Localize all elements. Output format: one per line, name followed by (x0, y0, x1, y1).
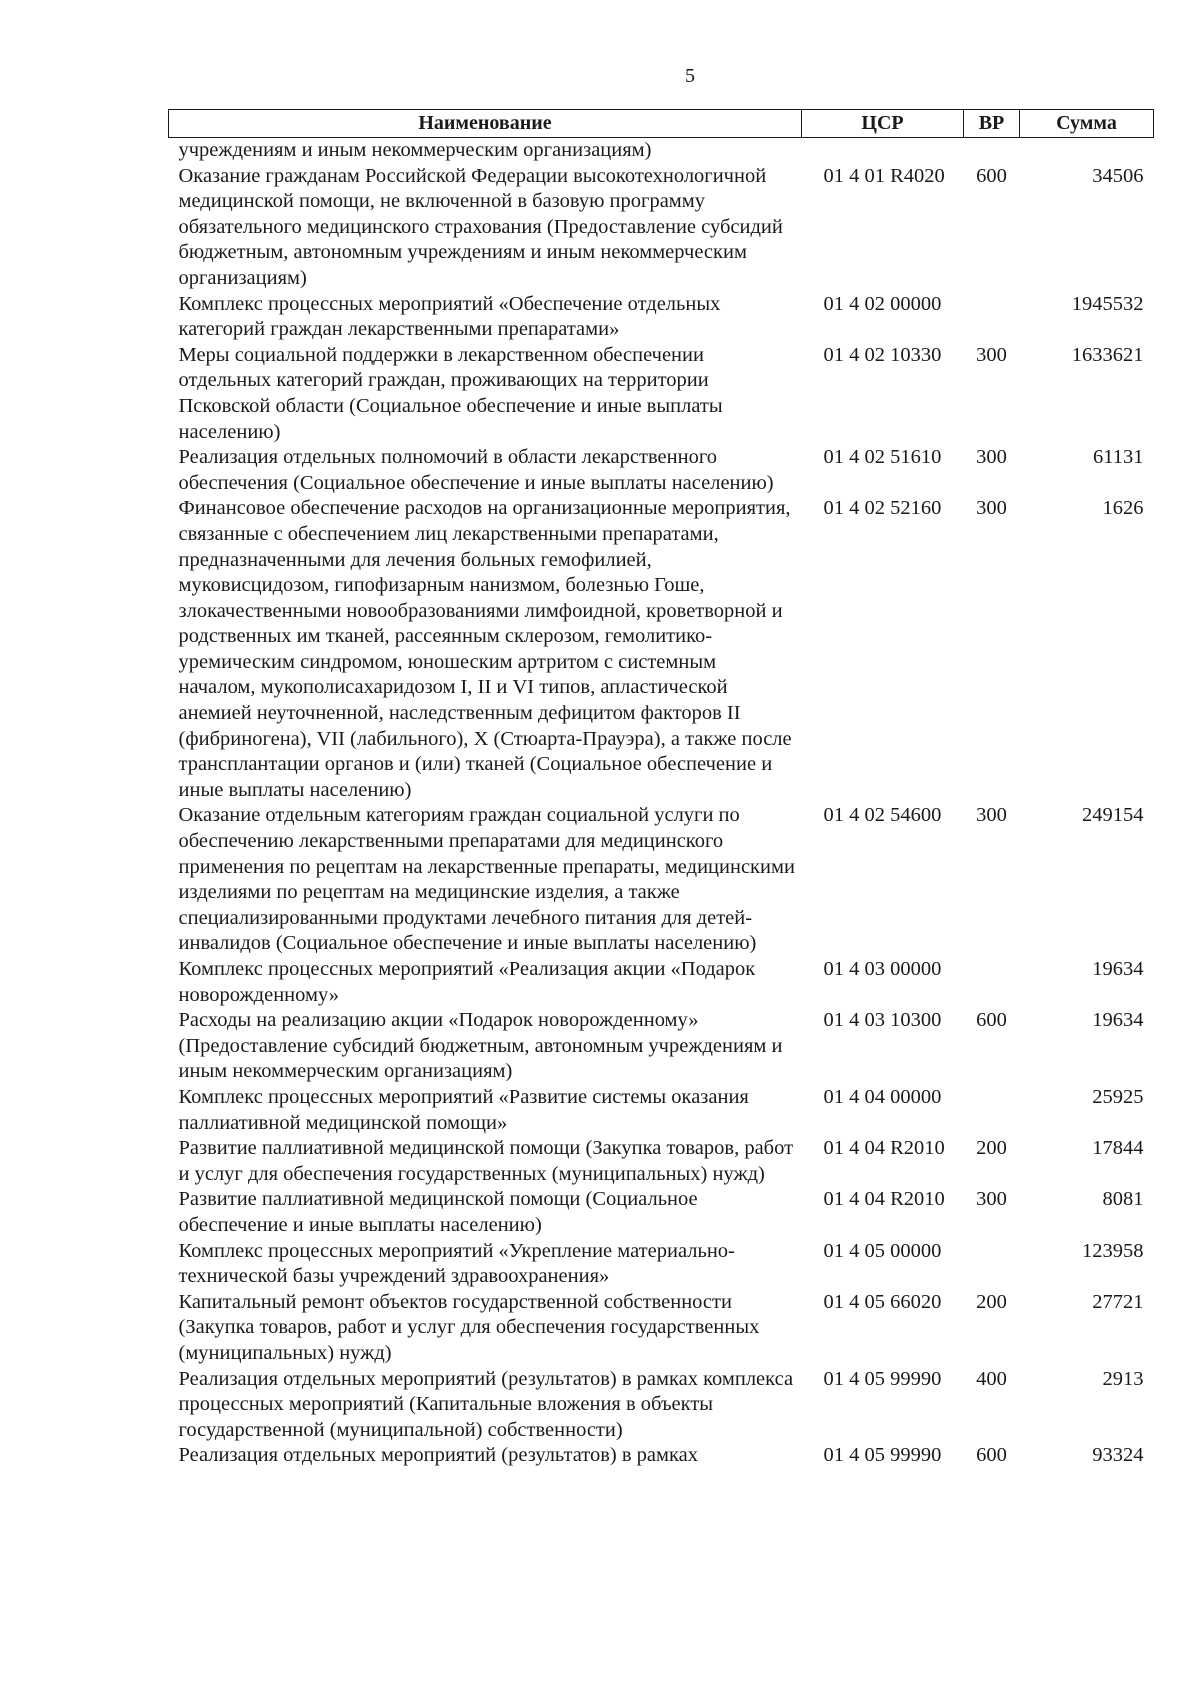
table-row (169, 1187, 1154, 1238)
row-csr: 01 4 05 66020 (823, 1290, 942, 1313)
row-sum: 8081 (1102, 1188, 1144, 1211)
row-sum: 27721 (1092, 1290, 1144, 1313)
row-name: учреждениям и иным некоммерческим организациям) (178, 139, 652, 161)
row-csr: 01 4 03 00000 (823, 958, 942, 980)
row-vr: 300 (976, 804, 1007, 827)
table-row (169, 292, 1154, 343)
row-csr (802, 138, 964, 164)
row-sum: 17844 (1092, 1137, 1144, 1160)
table-row (169, 803, 1154, 957)
row-sum (1020, 138, 1154, 164)
table-header (169, 110, 1154, 138)
row-name: Комплекс процессных мероприятий «Обеспечение отдельных категорий граждан лекарственными препаратами» (178, 292, 721, 341)
column-header-name: Наименование (169, 110, 802, 138)
table-row (169, 1008, 1154, 1085)
row-vr: 300 (976, 497, 1007, 520)
column-header-csr: ЦСР (802, 110, 964, 138)
row-csr: 01 4 02 51610 (823, 446, 942, 469)
row-sum: 93324 (1092, 1444, 1144, 1467)
row-name: Комплекс процессных мероприятий «Развитие системы оказания паллиативной медицинской помощи» (178, 1085, 749, 1134)
row-csr: 01 4 02 52160 (823, 497, 942, 520)
table-row (169, 1290, 1154, 1367)
row-name: Развитие паллиативной медицинской помощи (Социальное обеспечение и иные выплаты населению) (178, 1188, 698, 1236)
table-row (169, 343, 1154, 445)
table-row (169, 1085, 1154, 1136)
row-vr: 300 (976, 446, 1007, 469)
column-header-sum: Сумма (1020, 110, 1154, 138)
row-vr: 300 (976, 1188, 1007, 1211)
table-row (169, 138, 1154, 164)
row-name: Развитие паллиативной медицинской помощи (Закупка товаров, работ и услуг для обеспечения государственных (муниципальных) нужд) (178, 1137, 794, 1185)
row-vr: 300 (976, 343, 1007, 366)
row-vr: 200 (976, 1137, 1007, 1160)
row-vr: 600 (976, 164, 1007, 187)
row-name: Реализация отдельных полномочий в области лекарственного обеспечения (Социальное обеспечение и иные выплаты населению) (178, 446, 774, 494)
row-sum: 19634 (1092, 958, 1144, 980)
table-row (169, 164, 1154, 292)
row-sum: 19634 (1092, 1009, 1144, 1032)
row-csr: 01 4 04 R2010 (823, 1188, 945, 1211)
row-name: Реализация отдельных мероприятий (результатов) в рамках (178, 1444, 698, 1467)
column-header-vr: ВР (964, 110, 1020, 138)
table-row (169, 496, 1154, 803)
row-name: Комплекс процессных мероприятий «Укрепление материально-технической базы учреждений здравоохранения» (178, 1239, 735, 1288)
row-csr: 01 4 04 00000 (823, 1085, 942, 1108)
row-name: Расходы на реализацию акции «Подарок новорожденному» (Предоставление субсидий бюджетным, автономным учреждениям и иным некоммерческим организациям) (178, 1009, 783, 1083)
row-name: Меры социальной поддержки в лекарственном обеспечении отдельных категорий граждан, проживающих на территории Псковской области (Социальное обеспечение и иные выплаты населению) (178, 343, 723, 443)
row-sum: 249154 (1082, 804, 1144, 827)
table-row (169, 445, 1154, 496)
budget-table (168, 109, 1154, 1469)
row-sum: 25925 (1092, 1085, 1144, 1108)
row-name: Реализация отдельных мероприятий (результатов) в рамках комплекса процессных мероприятий (Капитальные вложения в объекты государственной (муниципальной) собственности) (178, 1367, 794, 1441)
row-vr (964, 957, 1020, 1008)
row-sum: 1945532 (1071, 292, 1144, 315)
row-csr: 01 4 04 R2010 (823, 1137, 945, 1160)
row-csr: 01 4 02 54600 (823, 804, 942, 827)
row-name: Оказание гражданам Российской Федерации высокотехнологичной медицинской помощи, не включенной в базовую программу обязательного медицинского страхования (Предоставление субсидий бюджетным, автономным учреждениям и иным некоммерческим организациям) (178, 164, 783, 289)
row-csr: 01 4 05 99990 (823, 1367, 942, 1390)
row-sum: 61131 (1093, 446, 1144, 469)
row-vr (964, 1085, 1020, 1136)
row-name: Комплекс процессных мероприятий «Реализация акции «Подарок новорожденному» (178, 958, 756, 1006)
table-row (169, 1136, 1154, 1187)
row-csr: 01 4 01 R4020 (823, 164, 945, 187)
table-body (169, 138, 1154, 1469)
header-row (169, 110, 1154, 138)
row-sum: 123958 (1082, 1239, 1144, 1262)
row-vr: 400 (976, 1367, 1007, 1390)
row-csr: 01 4 03 10300 (823, 1009, 942, 1032)
table-row (169, 1367, 1154, 1444)
row-vr (964, 292, 1020, 343)
row-vr: 600 (976, 1009, 1007, 1032)
table-row (169, 1239, 1154, 1290)
row-csr: 01 4 05 00000 (823, 1239, 942, 1262)
row-csr: 01 4 05 99990 (823, 1444, 942, 1467)
row-sum: 1626 (1102, 497, 1144, 520)
row-vr: 200 (976, 1290, 1007, 1313)
row-sum: 34506 (1092, 164, 1144, 187)
row-name: Финансовое обеспечение расходов на организационные мероприятия, связанные с обеспечением лиц лекарственными препаратами, предназначенными для лечения больных гемофилией, муковисцидозом, гипофизарным нанизмом, болезнью Гоше, злокачественными новообразованиями лимфоидной, кроветворной и родственных им тканей, рассеянным склерозом, гемолитико-уремическим синдромом, юношеским артритом с системным началом, мукополисахаридозом I, II и VI типов, апластической анемией неуточненной, наследственным дефицитом факторов II (фибриногена), VII (лабильного), X (Стюарта-Прауэра), а также после трансплантации органов и (или) тканей (Социальное обеспечение и иные выплаты населению) (178, 497, 792, 801)
row-sum: 1633621 (1071, 343, 1144, 366)
table-row (169, 1443, 1154, 1469)
page-number: 5 (685, 65, 695, 87)
row-csr: 01 4 02 10330 (823, 343, 942, 366)
row-csr: 01 4 02 00000 (823, 292, 942, 315)
row-name: Оказание отдельным категориям граждан социальной услуги по обеспечению лекарственными препаратами для медицинского применения по рецептам на лекарственные препараты, медицинскими изделиями по рецептам на медицинские изделия, а также специализированными продуктами лечебного питания для детей-инвалидов (Социальное обеспечение и иные выплаты населению) (178, 804, 795, 955)
row-vr (964, 1239, 1020, 1290)
row-name: Капитальный ремонт объектов государственной собственности (Закупка товаров, работ и услуг для обеспечения государственных (муниципальных) нужд) (178, 1290, 760, 1364)
table-row (169, 957, 1154, 1008)
row-vr (964, 138, 1020, 164)
row-vr: 600 (976, 1444, 1007, 1467)
row-sum: 2913 (1102, 1367, 1144, 1390)
